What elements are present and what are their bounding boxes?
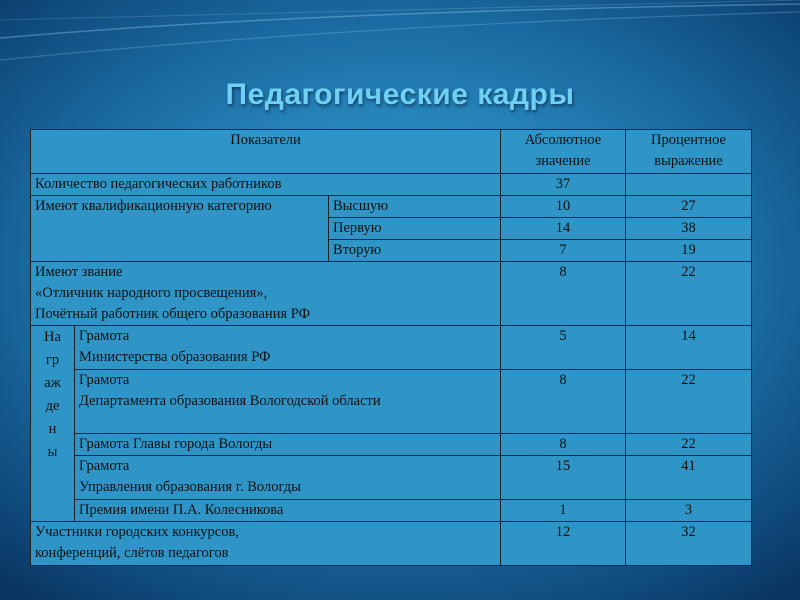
- label-line: Грамота: [79, 372, 130, 388]
- value-pct: 19: [626, 240, 752, 262]
- value-pct: 14: [626, 326, 752, 370]
- award-department: [75, 370, 501, 434]
- header-absolute: Абсолютное значение: [501, 130, 626, 174]
- label-line: «Отличник народного просвещения»,: [35, 285, 268, 301]
- value-pct: 38: [626, 218, 752, 240]
- value-pct: 41: [626, 456, 752, 500]
- value-pct: 22: [626, 434, 752, 456]
- row-label-contests: [31, 522, 501, 566]
- award-mayor: Грамота Главы города Вологды: [75, 434, 501, 456]
- table-row: [31, 500, 752, 522]
- label-fragment: аж: [44, 375, 61, 391]
- label-line: конференций, слётов педагогов: [35, 545, 229, 561]
- label-line: Управления образования г. Вологды: [79, 479, 301, 495]
- table-row: [31, 174, 752, 196]
- label-fragment: На: [44, 329, 61, 345]
- label-fragment: гр: [45, 352, 60, 368]
- table-row: [31, 522, 752, 566]
- value-abs: 7: [501, 240, 626, 262]
- value-abs: 10: [501, 196, 626, 218]
- label-line: Департамента образования Вологодской области: [79, 393, 381, 409]
- table-header-row: [31, 130, 752, 174]
- sub-label-second: Вторую: [329, 240, 501, 262]
- label-line: Министерства образования РФ: [79, 349, 271, 365]
- value-abs: 37: [501, 174, 626, 196]
- value-pct: 3: [626, 500, 752, 522]
- value-abs: 12: [501, 522, 626, 566]
- sub-label-first: Первую: [329, 218, 501, 240]
- row-label-title-holders: [31, 262, 501, 326]
- row-label-awarded: [31, 326, 75, 522]
- table-row: [31, 196, 752, 218]
- header-indicators: Показатели: [31, 130, 501, 174]
- label-fragment: де: [45, 398, 60, 414]
- table-row: [31, 434, 752, 456]
- label-line: Грамота: [79, 458, 130, 474]
- value-abs: 14: [501, 218, 626, 240]
- table-row: [31, 456, 752, 500]
- value-abs: 5: [501, 326, 626, 370]
- label-fragment: ы: [47, 444, 58, 460]
- label-fragment: н: [48, 421, 57, 437]
- award-prize: Премия имени П.А. Колесникова: [75, 500, 501, 522]
- award-city: [75, 456, 501, 500]
- value-pct: 22: [626, 370, 752, 434]
- value-abs: 1: [501, 500, 626, 522]
- value-pct: 27: [626, 196, 752, 218]
- value-abs: 8: [501, 262, 626, 326]
- award-ministry: [75, 326, 501, 370]
- table-row: [31, 262, 752, 326]
- table-row: [31, 370, 752, 434]
- label-line: Имеют звание: [35, 264, 123, 280]
- staff-table: [30, 129, 752, 566]
- table-row: [31, 326, 752, 370]
- value-abs: 15: [501, 456, 626, 500]
- header-percent: Процентное выражение: [626, 130, 752, 174]
- value-abs: 8: [501, 370, 626, 434]
- page-title: Педагогические кадры: [225, 78, 575, 111]
- value-abs: 8: [501, 434, 626, 456]
- label-line: Участники городских конкурсов,: [35, 524, 239, 540]
- value-pct: 22: [626, 262, 752, 326]
- value-pct: 32: [626, 522, 752, 566]
- row-label-qualification: Имеют квалификационную категорию: [31, 196, 329, 262]
- value-pct: [626, 174, 752, 196]
- label-line: Грамота: [79, 328, 130, 344]
- sub-label-high: Высшую: [329, 196, 501, 218]
- row-label-total: Количество педагогических работников: [31, 174, 501, 196]
- label-line: Почётный работник общего образования РФ: [35, 306, 311, 322]
